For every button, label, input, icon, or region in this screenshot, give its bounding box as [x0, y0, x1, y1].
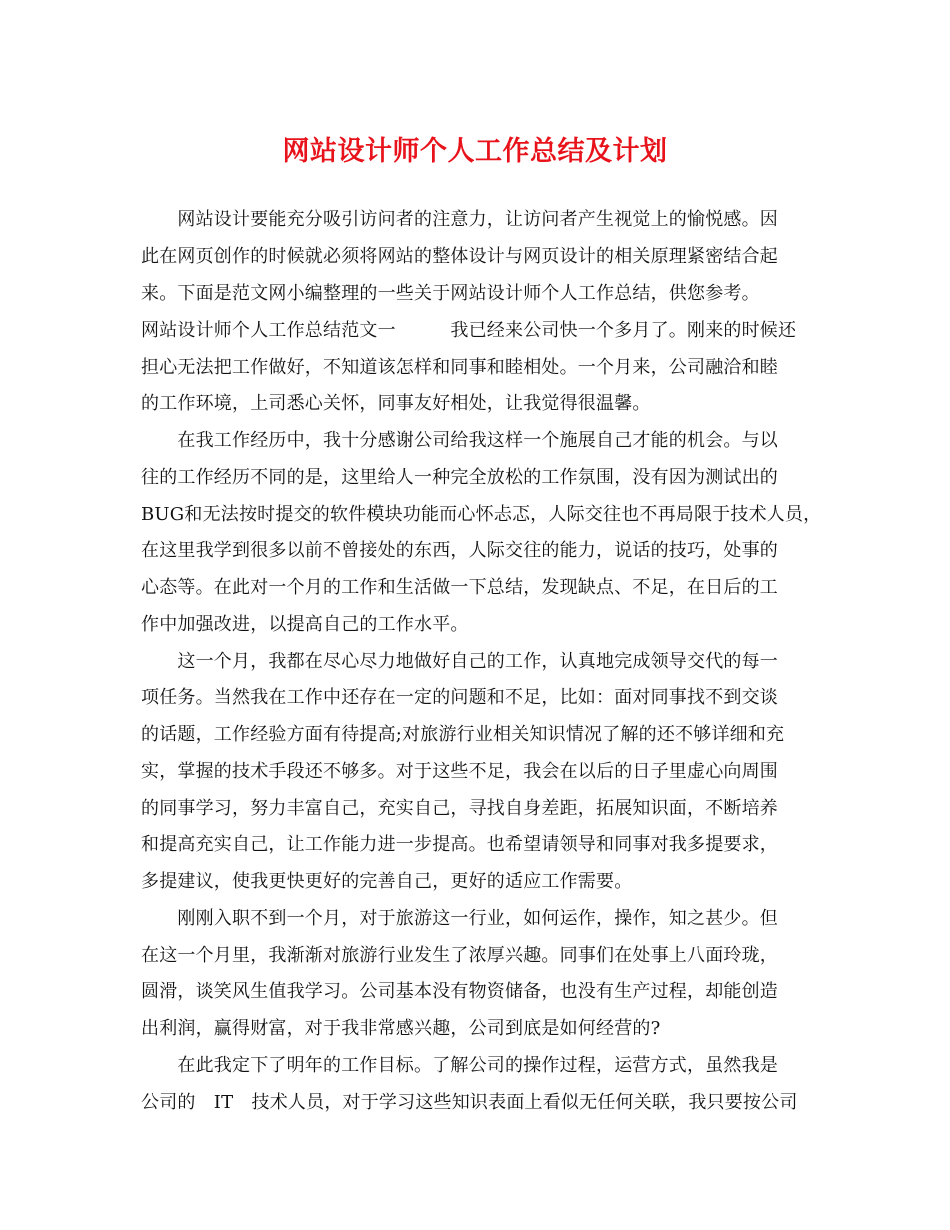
text-line: 网站设计师个人工作总结范文一 我已经来公司快一个多月了。刚来的时候还 [141, 320, 797, 341]
text-line: 的工作环境，上司悉心关怀，同事友好相处，让我觉得很温馨。 [141, 393, 651, 414]
text-line: 和提高充实自己，让工作能力进一步提高。也希望请领导和同事对我多提要求， [141, 834, 778, 855]
text-line: 在这里我学到很多以前不曾接处的东西，人际交往的能力，说话的技巧，处事的 [141, 540, 778, 561]
text-line: 圆滑，谈笑风生值我学习。公司基本没有物资储备，也没有生产过程，却能创造 [141, 981, 778, 1002]
text-line: 的同事学习，努力丰富自己，充实自己，寻找自身差距，拓展知识面，不断培养 [141, 798, 778, 819]
text-line: 在这一个月里，我渐渐对旅游行业发生了浓厚兴趣。同事们在处事上八面玲珑， [141, 945, 778, 966]
text-line: 担心无法把工作做好，不知道该怎样和同事和睦相处。一个月来，公司融洽和睦 [141, 357, 778, 378]
text-line: 项任务。当然我在工作中还存在一定的问题和不足，比如：面对同事找不到交谈 [141, 687, 778, 708]
text-line: 公司的 IT 技术人员，对于学习这些知识表面上看似无任何关联，我只要按公司 [141, 1092, 798, 1113]
text-line: 来。下面是范文网小编整理的一些关于网站设计师个人工作总结，供您参考。 [141, 283, 760, 304]
text-line: BUG和无法按时提交的软件模块功能而心怀忐忑，人际交往也不再局限于技术人员， [141, 504, 822, 525]
text-line: 多提建议，使我更快更好的完善自己，更好的适应工作需要。 [141, 871, 633, 892]
text-line: 的话题，工作经验方面有待提高;对旅游行业相关知识情况了解的还不够详细和充 [141, 724, 785, 745]
text-line: 这一个月，我都在尽心尽力地做好自己的工作，认真地完成领导交代的每一 [141, 651, 778, 672]
text-line: 出利润，赢得财富，对于我非常感兴趣，公司到底是如何经营的? [141, 1018, 661, 1039]
text-line: 刚刚入职不到一个月，对于旅游这一行业，如何运作，操作，知之甚少。但 [141, 908, 778, 929]
text-line: 心态等。在此对一个月的工作和生活做一下总结，发现缺点、不足，在日后的工 [141, 577, 778, 598]
text-line: 在此我定下了明年的工作目标。了解公司的操作过程，运营方式，虽然我是 [141, 1055, 778, 1076]
text-line: 作中加强改进，以提高自己的工作水平。 [141, 614, 469, 635]
text-line: 此在网页创作的时候就必须将网站的整体设计与网页设计的相关原理紧密结合起 [141, 246, 778, 267]
document-title: 网站设计师个人工作总结及计划 [282, 136, 668, 167]
text-line: 实，掌握的技术手段还不够多。对于这些不足，我会在以后的日子里虚心向周围 [141, 761, 778, 782]
text-line: 往的工作经历不同的是，这里给人一种完全放松的工作氛围，没有因为测试出的 [141, 467, 778, 488]
text-line: 网站设计要能充分吸引访问者的注意力，让访问者产生视觉上的愉悦感。因 [141, 209, 778, 230]
text-line: 在我工作经历中，我十分感谢公司给我这样一个施展自己才能的机会。与以 [141, 430, 778, 451]
